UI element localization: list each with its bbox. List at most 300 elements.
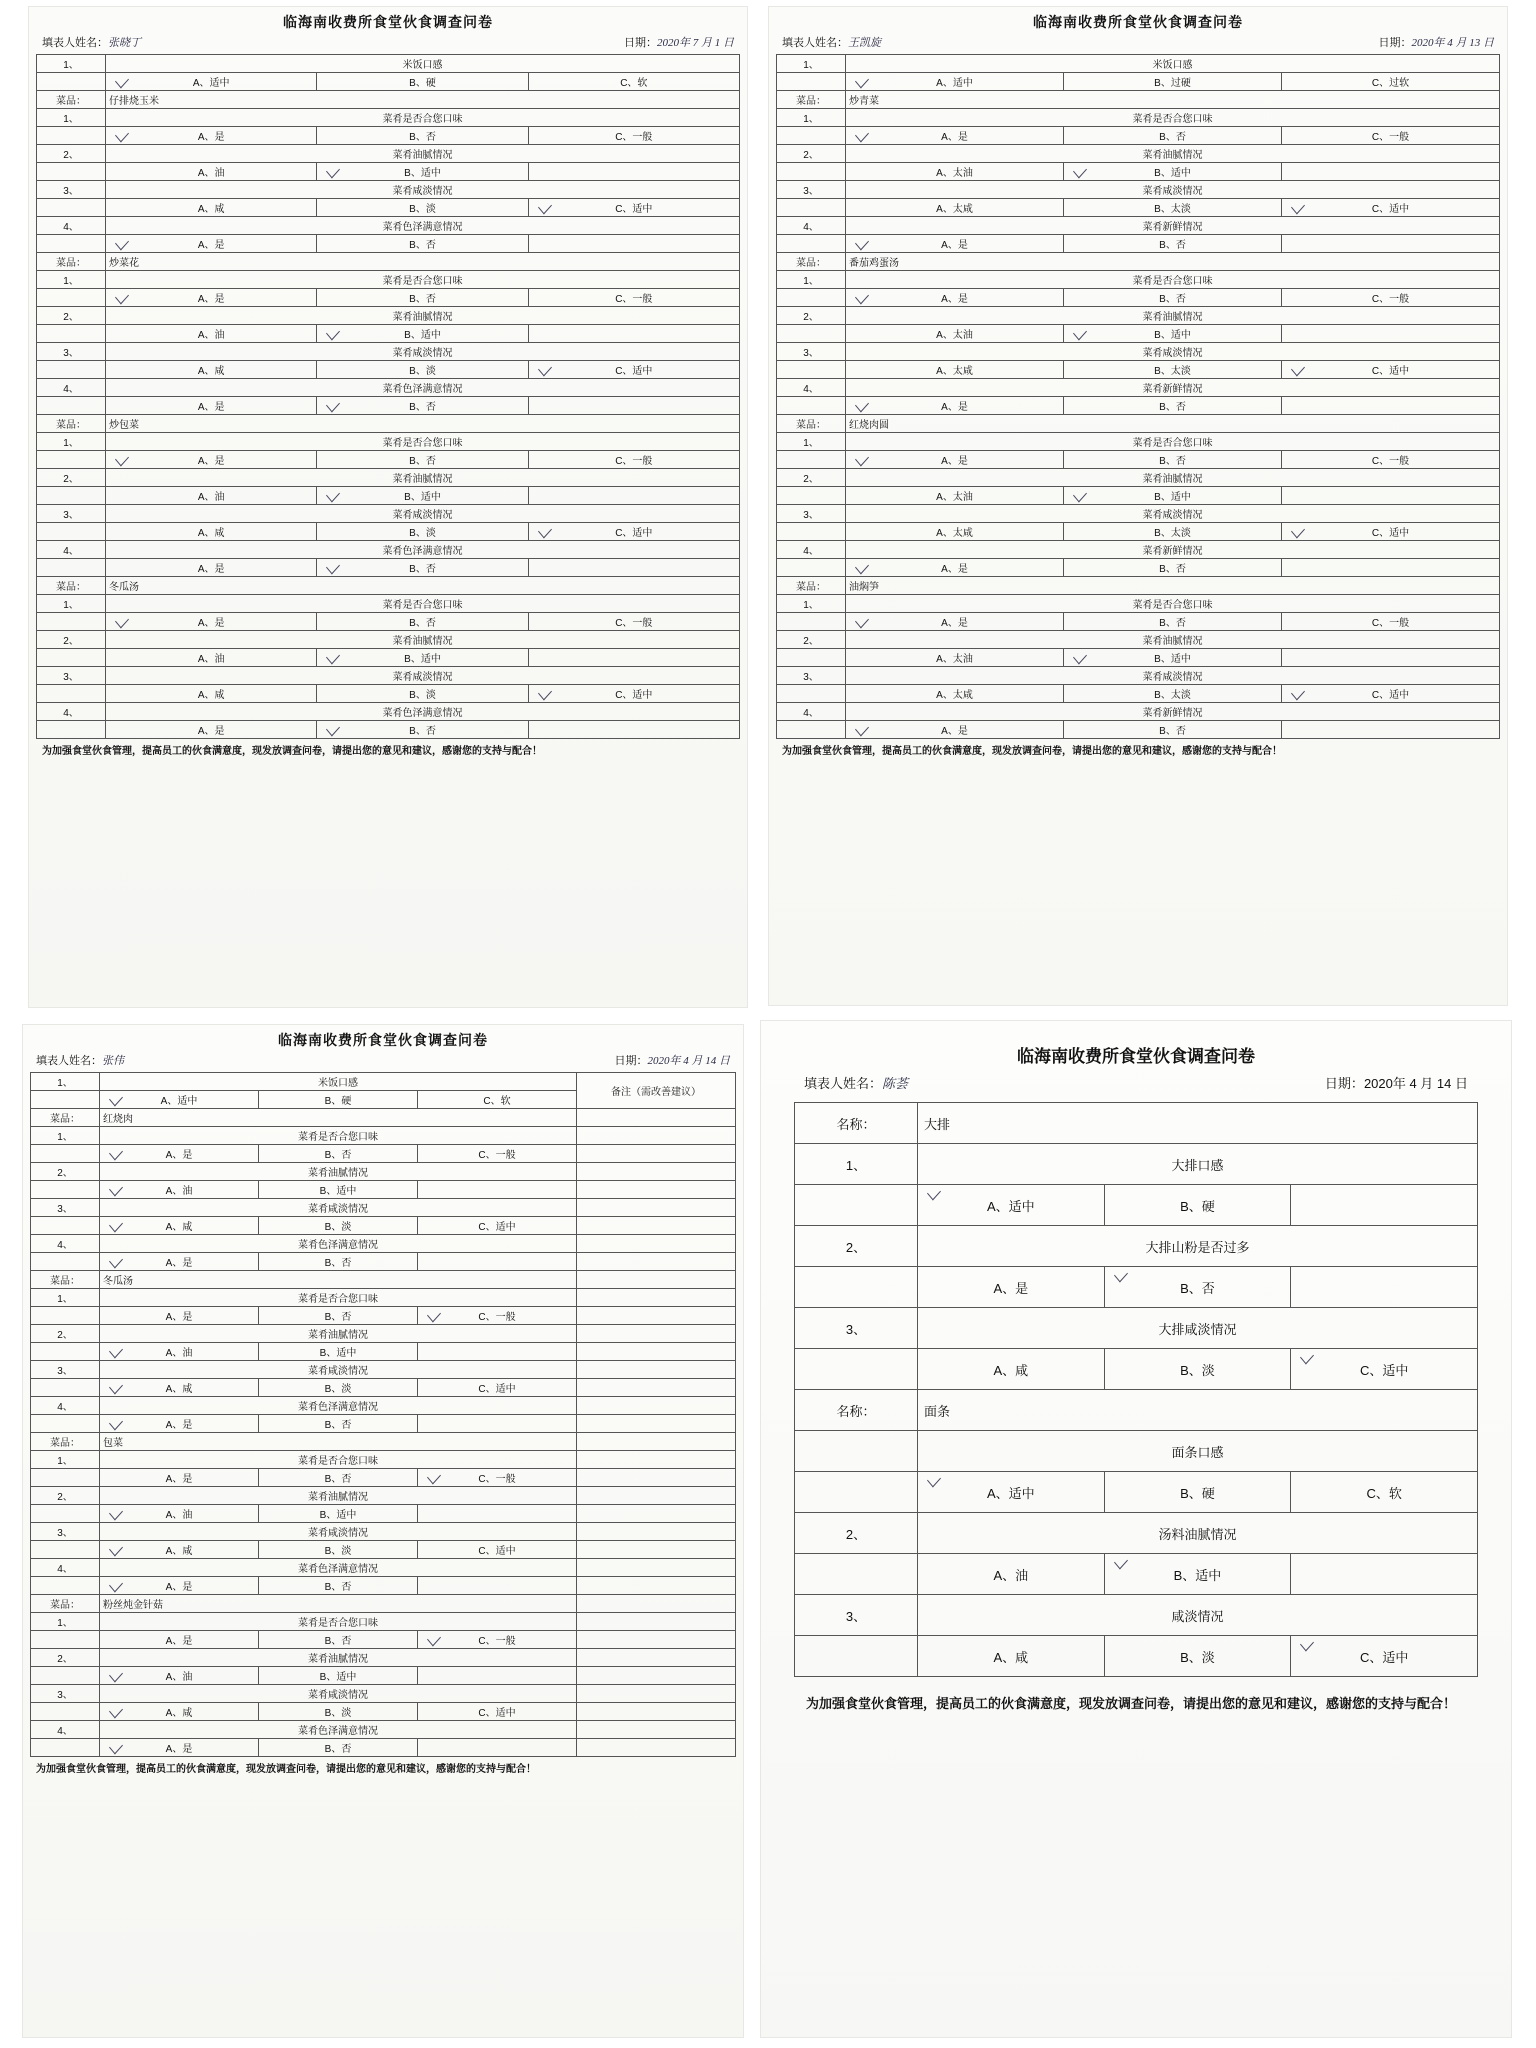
table-row <box>37 631 740 649</box>
option-cell[interactable]: B、否 <box>259 1739 418 1757</box>
option-cell[interactable]: B、适中 <box>1104 1554 1291 1595</box>
option-cell[interactable]: B、否 <box>1064 289 1282 307</box>
option-cell[interactable]: A、咸 <box>106 685 317 703</box>
row-number: 4、 <box>37 541 106 559</box>
table-row <box>31 1451 736 1469</box>
option-cell[interactable]: C、一般 <box>418 1307 577 1325</box>
option-cell[interactable]: B、否 <box>259 1253 418 1271</box>
option-cell[interactable]: B、淡 <box>1104 1636 1291 1677</box>
table-row <box>31 1541 736 1559</box>
option-cell[interactable]: B、太淡 <box>1064 685 1282 703</box>
option-cell[interactable]: A、是 <box>846 613 1064 631</box>
option-cell[interactable] <box>528 325 739 343</box>
option-cell[interactable]: A、是 <box>100 1469 259 1487</box>
remark-cell[interactable] <box>577 1433 736 1451</box>
table-row <box>31 1667 736 1685</box>
option-cell[interactable]: C、适中 <box>418 1703 577 1721</box>
option-cell[interactable] <box>1282 721 1500 739</box>
option-cell[interactable]: C、软 <box>528 73 739 91</box>
option-cell[interactable]: C、一般 <box>528 127 739 145</box>
option-cell[interactable]: C、一般 <box>528 451 739 469</box>
option-cell[interactable]: A、是 <box>100 1307 259 1325</box>
option-cell[interactable]: B、淡 <box>317 361 528 379</box>
option-cell[interactable]: B、否 <box>259 1577 418 1595</box>
option-cell[interactable]: B、否 <box>1064 235 1282 253</box>
option-cell[interactable]: B、否 <box>1104 1267 1291 1308</box>
section-name-value: 面条 <box>918 1390 1478 1431</box>
remark-cell[interactable] <box>577 1271 736 1289</box>
option-cell[interactable]: B、否 <box>1064 559 1282 577</box>
option-cell[interactable]: C、适中 <box>1282 199 1500 217</box>
option-cell[interactable] <box>528 487 739 505</box>
scan-sheet-3 <box>22 1024 744 2038</box>
option-cell[interactable]: C、适中 <box>1282 685 1500 703</box>
option-cell[interactable]: B、淡 <box>259 1379 418 1397</box>
row-number: 2、 <box>31 1487 100 1505</box>
option-cell[interactable] <box>1282 397 1500 415</box>
option-cell[interactable] <box>418 1505 577 1523</box>
table-row <box>37 325 740 343</box>
option-cell[interactable]: A、油 <box>100 1505 259 1523</box>
remark-cell[interactable] <box>577 1235 736 1253</box>
option-cell[interactable]: A、油 <box>106 325 317 343</box>
question-text: 菜肴油腻情况 <box>846 307 1500 325</box>
option-cell[interactable]: B、适中 <box>1064 487 1282 505</box>
table-row <box>37 397 740 415</box>
option-cell[interactable]: A、太油 <box>846 649 1064 667</box>
option-cell[interactable]: A、适中 <box>106 73 317 91</box>
option-cell[interactable]: B、淡 <box>259 1703 418 1721</box>
option-cell[interactable]: A、油 <box>106 649 317 667</box>
question-text: 菜肴是否合您口味 <box>100 1289 577 1307</box>
option-cell[interactable]: B、否 <box>317 397 528 415</box>
option-cell[interactable]: A、适中 <box>100 1091 259 1109</box>
option-cell[interactable]: C、过软 <box>1282 73 1500 91</box>
row-number: 1、 <box>777 595 846 613</box>
table-row <box>777 613 1500 631</box>
option-cell[interactable]: A、是 <box>918 1267 1105 1308</box>
row-number: 2、 <box>31 1325 100 1343</box>
remark-cell[interactable] <box>577 1163 736 1181</box>
question-text: 菜肴油腻情况 <box>106 631 740 649</box>
option-cell[interactable]: A、咸 <box>100 1217 259 1235</box>
table-row <box>37 217 740 235</box>
option-cell[interactable]: B、适中 <box>259 1505 418 1523</box>
option-cell[interactable] <box>418 1577 577 1595</box>
option-cell[interactable]: A、油 <box>100 1667 259 1685</box>
remark-cell[interactable] <box>577 1667 736 1685</box>
option-cell[interactable]: C、一般 <box>528 289 739 307</box>
remark-cell[interactable] <box>577 1649 736 1667</box>
option-cell[interactable]: A、适中 <box>918 1185 1105 1226</box>
option-cell[interactable]: C、适中 <box>418 1217 577 1235</box>
remark-cell[interactable] <box>577 1613 736 1631</box>
remark-cell[interactable] <box>577 1109 736 1127</box>
row-number: 3、 <box>31 1199 100 1217</box>
dish-name: 红烧肉 <box>100 1109 577 1127</box>
option-cell[interactable]: A、是 <box>100 1145 259 1163</box>
option-cell[interactable]: B、适中 <box>317 487 528 505</box>
table-row <box>37 505 740 523</box>
option-cell[interactable]: A、油 <box>106 163 317 181</box>
option-cell[interactable]: A、是 <box>106 289 317 307</box>
option-cell[interactable]: C、一般 <box>1282 613 1500 631</box>
table-row <box>777 667 1500 685</box>
filler-name-field-4: 填表人姓名：陈荟 <box>804 1076 909 1091</box>
row-number <box>31 1217 100 1235</box>
option-cell[interactable]: A、咸 <box>918 1349 1105 1390</box>
option-cell[interactable]: A、是 <box>846 235 1064 253</box>
option-cell[interactable]: A、咸 <box>100 1541 259 1559</box>
remark-cell[interactable] <box>577 1451 736 1469</box>
option-cell[interactable]: C、一般 <box>418 1145 577 1163</box>
option-cell[interactable] <box>418 1667 577 1685</box>
option-cell[interactable]: C、适中 <box>528 361 739 379</box>
option-cell[interactable]: C、软 <box>1291 1472 1478 1513</box>
row-number <box>37 361 106 379</box>
table-row <box>31 1649 736 1667</box>
option-cell[interactable]: A、是 <box>100 1253 259 1271</box>
table-row <box>795 1103 1478 1144</box>
date-value-4: 2020年 4 月 14 日 <box>1363 1076 1468 1091</box>
option-cell[interactable] <box>418 1415 577 1433</box>
option-cell[interactable]: C、一般 <box>418 1631 577 1649</box>
table-row <box>31 1073 736 1091</box>
option-cell[interactable] <box>418 1253 577 1271</box>
option-cell[interactable]: C、适中 <box>528 685 739 703</box>
remark-cell[interactable] <box>577 1523 736 1541</box>
form-meta-4 <box>794 1067 1478 1102</box>
option-cell[interactable]: B、太淡 <box>1064 199 1282 217</box>
remark-cell[interactable] <box>577 1487 736 1505</box>
option-cell[interactable]: B、太淡 <box>1064 361 1282 379</box>
option-cell[interactable]: B、否 <box>317 451 528 469</box>
footer-note-2: 为加强食堂伙食管理，提高员工的伙食满意度，现发放调查问卷，请提出您的意见和建议，感谢您的支持与配合！ <box>782 746 1282 757</box>
remark-cell[interactable] <box>577 1343 736 1361</box>
option-cell[interactable] <box>418 1343 577 1361</box>
table-row <box>31 1109 736 1127</box>
option-cell[interactable] <box>418 1181 577 1199</box>
remark-cell[interactable] <box>577 1541 736 1559</box>
table-row <box>37 523 740 541</box>
option-cell[interactable] <box>528 163 739 181</box>
scan-sheet-2 <box>768 6 1508 1006</box>
dish-label: 菜品： <box>31 1109 100 1127</box>
option-cell[interactable]: A、是 <box>100 1577 259 1595</box>
option-cell[interactable]: B、否 <box>317 721 528 739</box>
option-cell[interactable]: C、一般 <box>1282 127 1500 145</box>
option-cell[interactable] <box>418 1739 577 1757</box>
option-cell[interactable]: B、否 <box>259 1307 418 1325</box>
question-text: 菜肴色泽满意情况 <box>100 1721 577 1739</box>
option-cell[interactable] <box>528 559 739 577</box>
dish-label: 菜品： <box>31 1271 100 1289</box>
option-cell[interactable]: B、否 <box>317 289 528 307</box>
option-cell[interactable]: C、一般 <box>528 613 739 631</box>
row-number: 2、 <box>795 1513 918 1554</box>
option-cell[interactable]: B、否 <box>1064 721 1282 739</box>
option-cell[interactable]: B、否 <box>259 1415 418 1433</box>
option-cell[interactable]: A、是 <box>846 451 1064 469</box>
option-cell[interactable]: B、淡 <box>317 685 528 703</box>
option-cell[interactable]: C、适中 <box>528 523 739 541</box>
option-cell[interactable]: A、太咸 <box>846 199 1064 217</box>
option-cell[interactable]: B、适中 <box>259 1667 418 1685</box>
date-field-3: 日期：2020年 4 月 14 日 <box>614 1055 730 1067</box>
row-number <box>31 1253 100 1271</box>
option-cell[interactable]: A、是 <box>106 613 317 631</box>
option-cell[interactable]: A、是 <box>106 127 317 145</box>
row-number <box>37 451 106 469</box>
option-cell[interactable]: B、适中 <box>317 325 528 343</box>
option-cell[interactable]: A、是 <box>106 235 317 253</box>
option-cell[interactable]: B、硬 <box>1104 1472 1291 1513</box>
remark-cell[interactable] <box>577 1505 736 1523</box>
row-number <box>31 1415 100 1433</box>
form-meta-2 <box>776 32 1500 54</box>
option-cell[interactable]: A、是 <box>846 721 1064 739</box>
option-cell[interactable]: A、咸 <box>100 1379 259 1397</box>
option-cell[interactable]: A、是 <box>100 1631 259 1649</box>
remark-cell[interactable] <box>577 1253 736 1271</box>
option-cell[interactable] <box>1282 235 1500 253</box>
option-cell[interactable]: B、硬 <box>1104 1185 1291 1226</box>
option-cell[interactable]: A、油 <box>100 1343 259 1361</box>
remark-cell[interactable] <box>577 1577 736 1595</box>
row-number: 1、 <box>37 595 106 613</box>
filler-name-field-2: 填表人姓名：王凯旋 <box>782 37 881 49</box>
option-cell[interactable]: A、是 <box>100 1415 259 1433</box>
option-cell[interactable]: A、太咸 <box>846 361 1064 379</box>
row-number <box>37 199 106 217</box>
option-cell[interactable]: B、否 <box>317 613 528 631</box>
option-cell[interactable] <box>1282 649 1500 667</box>
option-cell[interactable]: B、否 <box>259 1631 418 1649</box>
option-cell[interactable]: A、咸 <box>106 523 317 541</box>
option-cell[interactable]: A、太油 <box>846 487 1064 505</box>
option-cell[interactable]: A、太油 <box>846 163 1064 181</box>
option-cell[interactable]: B、淡 <box>259 1541 418 1559</box>
remark-cell[interactable] <box>577 1703 736 1721</box>
question-text: 菜肴咸淡情况 <box>106 181 740 199</box>
table-row <box>31 1433 736 1451</box>
option-cell[interactable]: B、适中 <box>259 1343 418 1361</box>
option-cell[interactable] <box>528 721 739 739</box>
table-row <box>31 1181 736 1199</box>
row-number: 4、 <box>37 217 106 235</box>
option-cell[interactable]: B、淡 <box>317 523 528 541</box>
option-cell[interactable]: A、是 <box>846 127 1064 145</box>
question-text: 菜肴油腻情况 <box>100 1325 577 1343</box>
option-cell[interactable]: B、否 <box>1064 451 1282 469</box>
option-cell[interactable]: C、适中 <box>1291 1349 1478 1390</box>
remark-cell[interactable] <box>577 1289 736 1307</box>
dish-label: 菜品： <box>37 415 106 433</box>
option-cell[interactable]: A、是 <box>846 289 1064 307</box>
table-row <box>777 271 1500 289</box>
remark-cell[interactable] <box>577 1595 736 1613</box>
remark-cell[interactable] <box>577 1307 736 1325</box>
option-cell[interactable]: C、适中 <box>528 199 739 217</box>
remark-cell[interactable] <box>577 1397 736 1415</box>
row-number: 4、 <box>31 1559 100 1577</box>
remark-cell[interactable] <box>577 1127 736 1145</box>
option-cell[interactable]: A、是 <box>106 721 317 739</box>
remark-cell[interactable] <box>577 1361 736 1379</box>
footer-note-3: 为加强食堂伙食管理，提高员工的伙食满意度，现发放调查问卷，请提出您的意见和建议，感谢您的支持与配合！ <box>36 1764 536 1775</box>
option-cell[interactable]: C、适中 <box>418 1379 577 1397</box>
row-number: 4、 <box>777 703 846 721</box>
option-cell[interactable]: C、适中 <box>1282 361 1500 379</box>
option-cell[interactable]: B、太淡 <box>1064 523 1282 541</box>
table-row <box>37 595 740 613</box>
question-text: 菜肴是否合您口味 <box>106 109 740 127</box>
option-cell[interactable]: B、硬 <box>317 73 528 91</box>
option-cell[interactable]: C、一般 <box>1282 289 1500 307</box>
option-cell[interactable]: A、太咸 <box>846 685 1064 703</box>
option-cell[interactable]: C、适中 <box>1291 1636 1478 1677</box>
option-cell[interactable]: C、软 <box>418 1091 577 1109</box>
option-cell[interactable]: B、淡 <box>259 1217 418 1235</box>
row-number <box>777 199 846 217</box>
option-cell[interactable]: B、过硬 <box>1064 73 1282 91</box>
remark-cell[interactable] <box>577 1559 736 1577</box>
option-cell[interactable] <box>1291 1185 1478 1226</box>
table-row <box>795 1267 1478 1308</box>
question-text: 菜肴是否合您口味 <box>846 109 1500 127</box>
row-number: 1、 <box>37 433 106 451</box>
option-cell[interactable]: A、是 <box>106 559 317 577</box>
table-row <box>31 1721 736 1739</box>
row-number: 2、 <box>31 1649 100 1667</box>
table-row <box>31 1523 736 1541</box>
remark-cell[interactable] <box>577 1685 736 1703</box>
option-cell[interactable]: B、适中 <box>317 163 528 181</box>
remark-cell[interactable] <box>577 1325 736 1343</box>
option-cell[interactable]: A、咸 <box>106 361 317 379</box>
option-cell[interactable] <box>1282 487 1500 505</box>
remark-cell[interactable] <box>577 1631 736 1649</box>
option-cell[interactable]: B、否 <box>259 1469 418 1487</box>
option-cell[interactable]: A、是 <box>106 397 317 415</box>
option-cell[interactable] <box>528 649 739 667</box>
option-cell[interactable]: C、一般 <box>418 1469 577 1487</box>
question-text: 米饭口感 <box>846 55 1500 73</box>
table-row <box>31 1199 736 1217</box>
table-row <box>37 379 740 397</box>
table-row <box>777 685 1500 703</box>
option-cell[interactable]: A、油 <box>106 487 317 505</box>
option-cell[interactable]: A、是 <box>106 451 317 469</box>
row-number <box>37 613 106 631</box>
table-row <box>777 397 1500 415</box>
option-cell[interactable]: A、适中 <box>846 73 1064 91</box>
row-number: 2、 <box>31 1163 100 1181</box>
option-cell[interactable]: B、淡 <box>317 199 528 217</box>
row-number <box>31 1307 100 1325</box>
option-cell[interactable]: B、适中 <box>317 649 528 667</box>
table-row <box>31 1289 736 1307</box>
option-cell[interactable]: B、否 <box>317 559 528 577</box>
option-cell[interactable]: A、是 <box>846 397 1064 415</box>
option-cell[interactable] <box>1291 1267 1478 1308</box>
option-cell[interactable]: C、适中 <box>418 1541 577 1559</box>
section-name-label: 名称： <box>795 1390 918 1431</box>
page-title-3: 临海南收费所食堂伙食调查问卷 <box>278 1032 488 1048</box>
remark-cell[interactable] <box>577 1721 736 1739</box>
question-text: 菜肴是否合您口味 <box>100 1451 577 1469</box>
option-cell[interactable]: B、否 <box>1064 613 1282 631</box>
option-cell[interactable]: B、适中 <box>259 1181 418 1199</box>
row-number <box>31 1667 100 1685</box>
page-title-4: 临海南收费所食堂伙食调查问卷 <box>1017 1047 1255 1066</box>
date-field-1: 日期：2020年 7 月 1 日 <box>624 37 734 49</box>
row-number <box>37 487 106 505</box>
option-cell[interactable] <box>528 235 739 253</box>
row-number <box>37 289 106 307</box>
option-cell[interactable]: B、适中 <box>1064 163 1282 181</box>
remark-cell[interactable] <box>577 1739 736 1757</box>
option-cell[interactable]: A、适中 <box>918 1472 1105 1513</box>
option-cell[interactable]: B、硬 <box>259 1091 418 1109</box>
row-number: 4、 <box>777 541 846 559</box>
option-cell[interactable] <box>528 397 739 415</box>
remark-cell[interactable] <box>577 1469 736 1487</box>
option-cell[interactable]: A、是 <box>100 1739 259 1757</box>
remark-cell[interactable] <box>577 1379 736 1397</box>
option-cell[interactable]: B、淡 <box>1104 1349 1291 1390</box>
option-cell[interactable]: B、否 <box>259 1145 418 1163</box>
remark-cell[interactable] <box>577 1181 736 1199</box>
option-cell[interactable]: B、否 <box>317 127 528 145</box>
option-cell[interactable]: B、否 <box>1064 397 1282 415</box>
row-number: 3、 <box>777 505 846 523</box>
dish-label: 菜品： <box>37 253 106 271</box>
table-row <box>795 1431 1478 1472</box>
option-cell[interactable] <box>1282 559 1500 577</box>
option-cell[interactable]: A、太油 <box>846 325 1064 343</box>
option-cell[interactable]: B、适中 <box>1064 649 1282 667</box>
option-cell[interactable] <box>1291 1554 1478 1595</box>
remark-cell[interactable] <box>577 1199 736 1217</box>
remark-cell[interactable] <box>577 1145 736 1163</box>
dish-label: 菜品： <box>31 1433 100 1451</box>
option-cell[interactable]: A、是 <box>846 559 1064 577</box>
option-cell[interactable]: A、太咸 <box>846 523 1064 541</box>
option-cell[interactable] <box>1282 163 1500 181</box>
option-cell[interactable]: B、否 <box>1064 127 1282 145</box>
question-text: 菜肴新鲜情况 <box>846 217 1500 235</box>
option-cell[interactable]: A、咸 <box>106 199 317 217</box>
remark-cell[interactable] <box>577 1217 736 1235</box>
option-cell[interactable]: B、否 <box>317 235 528 253</box>
option-cell[interactable]: A、油 <box>100 1181 259 1199</box>
table-row <box>37 559 740 577</box>
remark-cell[interactable] <box>577 1415 736 1433</box>
table-row <box>777 595 1500 613</box>
option-cell[interactable]: A、咸 <box>100 1703 259 1721</box>
row-number <box>37 649 106 667</box>
option-cell[interactable]: A、油 <box>918 1554 1105 1595</box>
option-cell[interactable]: C、一般 <box>1282 451 1500 469</box>
row-number: 1、 <box>777 55 846 73</box>
option-cell[interactable]: C、适中 <box>1282 523 1500 541</box>
option-cell[interactable]: A、咸 <box>918 1636 1105 1677</box>
date-value-1: 2020年 7 月 1 日 <box>657 37 734 49</box>
option-cell[interactable]: B、适中 <box>1064 325 1282 343</box>
option-cell[interactable] <box>1282 325 1500 343</box>
table-row <box>777 145 1500 163</box>
